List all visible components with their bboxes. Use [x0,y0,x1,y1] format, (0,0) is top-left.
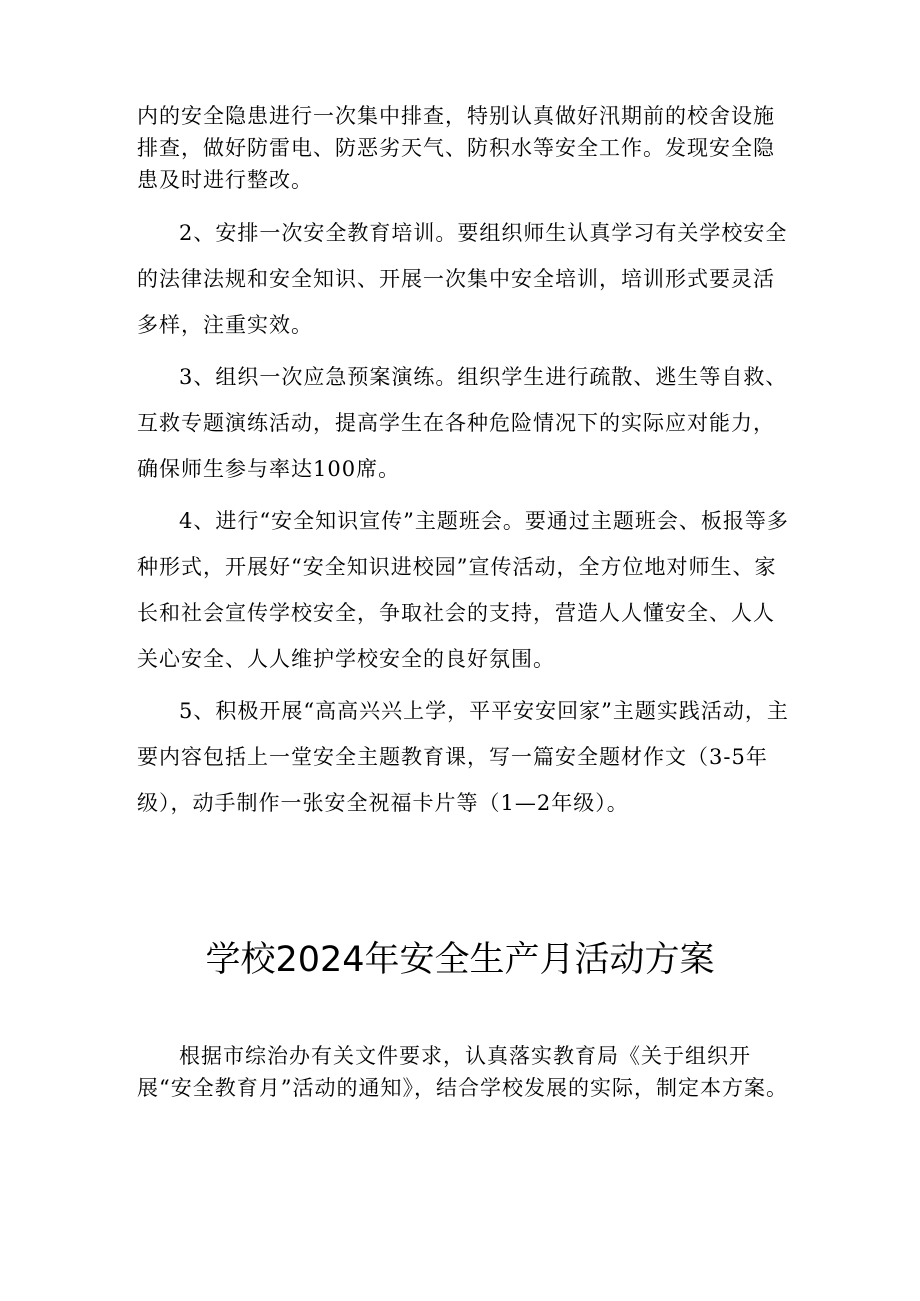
paragraph-item-2: 2、安排一次安全教育培训。要组织师生认真学习有关学校安全的法律法规和安全知识、开展一次集中安全培训，培训形式要灵活多样，注重实效。 [137,221,788,337]
paragraph-intro: 内的安全隐患进行一次集中排查，特别认真做好汛期前的校舍设施排查，做好防雷电、防恶劣天气、防积水等安全工作。发现安全隐患及时进行整改。 [137,104,775,192]
paragraph-closing: 根据市综治办有关文件要求，认真落实教育局《关于组织开展“安全教育月”活动的通知》，结合学校发展的实际，制定本方案。 [137,1044,788,1100]
paragraph-item-4: 4、进行“安全知识宣传”主题班会。要通过主题班会、板报等多种形式，开展好“安全知识进校园”宣传活动，全方位地对师生、家长和社会宣传学校安全，争取社会的支持，营造人人懂安全、人人关心安全、人人维护学校安全的良好氛围。 [137,509,789,671]
paragraph-item-3: 3、组织一次应急预案演练。组织学生进行疏散、逃生等自救、互救专题演练活动，提高学生在各种危险情况下的实际应对能力，确保师生参与率达100席。 [137,365,788,481]
paragraph-item-5: 5、积极开展“高高兴兴上学，平平安安回家”主题实践活动，主要内容包括上一堂安全主题教育课，写一篇安全题材作文（3-5年级），动手制作一张安全祝福卡片等（1—2年级）。 [137,699,789,815]
section-heading: 学校2024年安全生产月活动方案 [205,940,715,980]
